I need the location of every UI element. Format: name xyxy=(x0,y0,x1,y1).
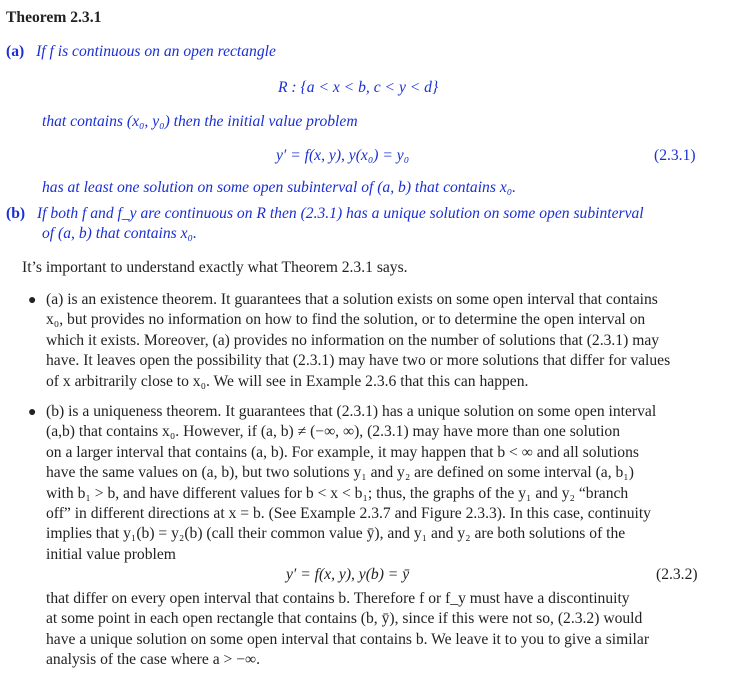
bullet-b-line: (b) is a uniqueness theorem. It guarantees that (2.3.1) has a unique solution on some open interval xyxy=(46,403,657,420)
theorem-part-b xyxy=(6,204,644,224)
bullet-b-line: (a,b) that contains x₀. However, if (a, b) ≠ (−∞, ∞), (2.3.1) may have more than one solution xyxy=(46,423,620,441)
bullet-a-line: which it exists. Moreover, (a) provides no information on the number of solutions that (2.3.1) may xyxy=(46,331,660,349)
bullet-b-after-line: analysis of the case where a > −∞. xyxy=(46,651,261,669)
equation-number-2-3-1: (2.3.1) xyxy=(654,147,696,164)
bullet-a-marker: ● xyxy=(28,293,37,308)
part-a-intro: If f is continuous on an open rectangle xyxy=(36,43,276,60)
part-a-conclusion: has at least one solution on some open subinterval of (a, b) that contains x₀. xyxy=(42,179,517,196)
bullet-b-line: implies that y₁(b) = y₂(b) (call their common value ȳ), and y₁ and y₂ are both solutions of the xyxy=(46,525,626,543)
bullet-a-line: have. It leaves open the possibility that (2.3.1) may have two or more solutions that differ for values xyxy=(46,352,671,370)
bullet-b-text xyxy=(46,402,700,565)
bullet-a-line: (a) is an existence theorem. It guarantees that a solution exists on some open interval that contains xyxy=(46,291,658,308)
part-a-ivp-intro: that contains (x₀, y₀) then the initial value problem xyxy=(42,113,358,130)
intro-sentence: It’s important to understand exactly what Theorem 2.3.1 says. xyxy=(22,259,408,276)
part-a-label: (a) xyxy=(6,43,25,60)
theorem-part-a xyxy=(6,42,276,62)
bullet-b-marker: ● xyxy=(28,405,37,420)
equation-number-2-3-2: (2.3.2) xyxy=(656,566,698,583)
bullet-a-line: x₀, but provides no information on how to find the solution, or to determine the open interval on xyxy=(46,311,646,329)
bullet-b-after-line: at some point in each open rectangle that contains (b, ȳ), since if this were not so, (2.3.2) would xyxy=(46,610,643,628)
bullet-b-line: with b₁ > b, and have different values for b < x < b₁; thus, the graphs of the y₁ and y₂ “branch xyxy=(46,484,629,502)
equation-2-3-2: y′ = f(x, y), y(b) = ȳ xyxy=(286,566,410,583)
bullet-a-line: of x arbitrarily close to x₀. We will see in Example 2.3.6 that this can happen. xyxy=(46,372,529,390)
part-b-line-1: If both f and f_y are continuous on R then (2.3.1) has a unique solution on some open subinterval xyxy=(36,205,644,222)
bullet-b-line: on a larger interval that contains (a, b). For example, it may happen that b < ∞ and all solutions xyxy=(46,443,639,461)
bullet-b-line: off” in different directions at x = b. (See Example 2.3.7 and Figure 2.3.3). In this case, continuity xyxy=(46,505,651,523)
bullet-b-after-text xyxy=(46,589,700,671)
bullet-b-after-line: that differ on every open interval that contains b. Therefore f or f_y must have a discontinuity xyxy=(46,590,630,607)
bullet-b-line: have the same values on (a, b), but two solutions y₁ and y₂ are defined on some interval (a, b₁) xyxy=(46,464,634,482)
bullet-a-text xyxy=(46,290,700,392)
bullet-b-after-line: have a unique solution on some open interval that contains b. We leave it to you to give a similar xyxy=(46,630,650,648)
part-b-line-2: of (a, b) that contains x₀. xyxy=(42,225,197,242)
theorem-title: Theorem 2.3.1 xyxy=(6,9,102,26)
bullet-b-line: initial value problem xyxy=(46,545,176,563)
part-b-label: (b) xyxy=(6,205,26,222)
ivp-equation: y′ = f(x, y), y(x₀) = y₀ xyxy=(276,147,410,164)
rectangle-equation: R : {a < x < b, c < y < d} xyxy=(278,79,439,96)
